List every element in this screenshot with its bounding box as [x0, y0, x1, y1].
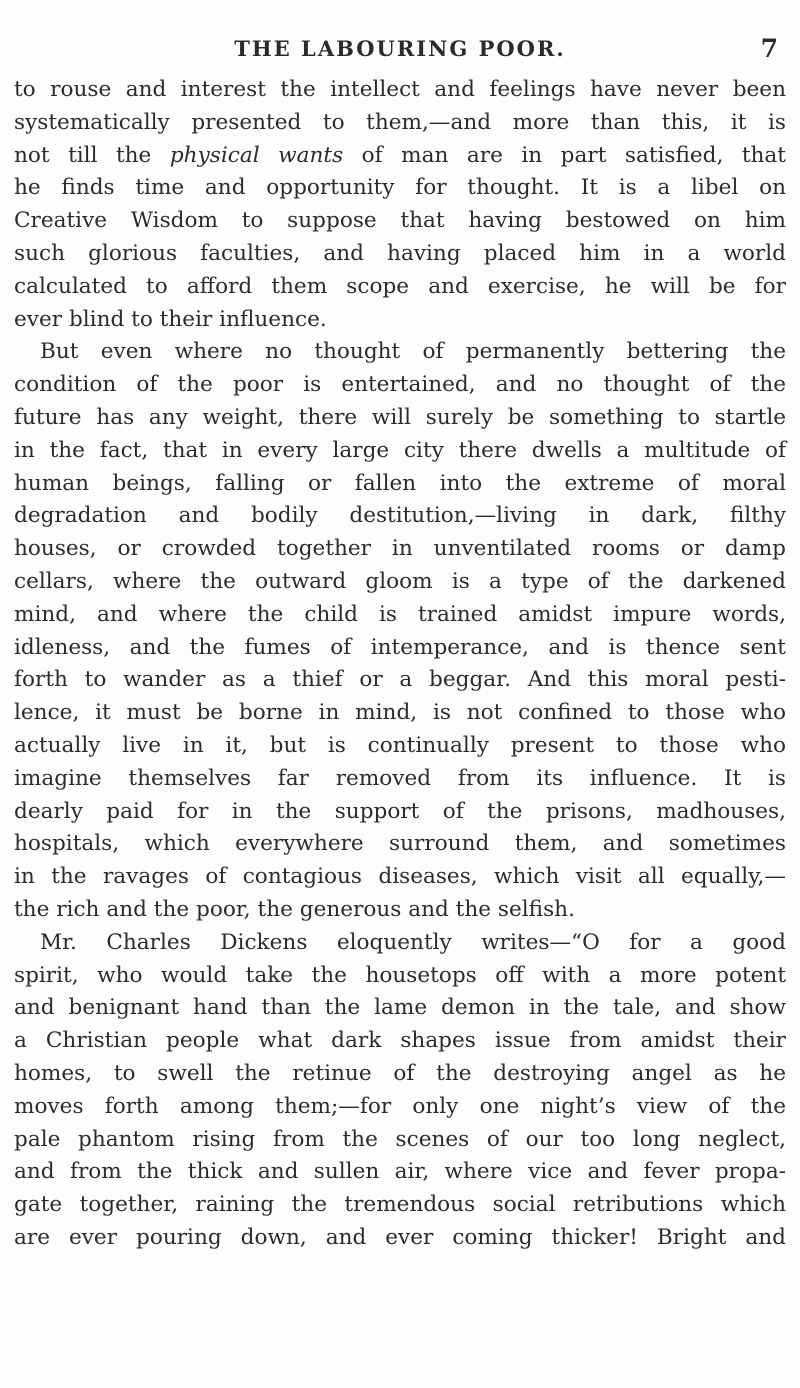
text-line — [14, 140, 786, 173]
text-segment: not till the — [14, 142, 170, 168]
text-line: spirit, who would take the housetops off with a more potent — [14, 962, 786, 988]
text-line: hospitals, which everywhere surround them, and sometimes — [14, 831, 786, 857]
text-line: imagine themselves far removed from its influence. It is — [14, 765, 786, 791]
text-line: actually live in it, but is continually present to those who — [14, 732, 786, 758]
body-text — [14, 74, 786, 1255]
text-line: houses, or crowded together in unventilated rooms or damp — [14, 536, 786, 562]
text-line: systematically presented to them,—and more than this, it is — [14, 109, 786, 135]
text-line: homes, to swell the retinue of the destroying angel as he — [14, 1060, 786, 1086]
text-line: dearly paid for in the support of the prisons, madhouses, — [14, 798, 786, 824]
text-line: and benignant hand than the lame demon in the tale, and show — [14, 995, 786, 1021]
text-line: lence, it must be borne in mind, is not confined to those who — [14, 700, 786, 726]
text-segment: of man are in part satisfied, that — [343, 142, 786, 168]
text-line: future has any weight, there will surely be something to startle — [14, 404, 786, 430]
text-line: Creative Wisdom to suppose that having bestowed on him — [14, 208, 786, 234]
emphasized-text: physical wants — [169, 142, 344, 168]
text-line: ever blind to their influence. — [14, 306, 327, 332]
text-line: a Christian people what dark shapes issue from amidst their — [14, 1028, 786, 1054]
text-line: human beings, falling or fallen into the extreme of moral — [14, 470, 786, 496]
text-line: idleness, and the fumes of intemperance, and is thence sent — [14, 634, 786, 660]
running-title: THE LABOURING POOR. — [234, 36, 566, 61]
text-line: the rich and the poor, the generous and the selfish. — [14, 896, 575, 922]
text-line: such glorious faculties, and having placed him in a world — [14, 240, 786, 266]
text-line: he finds time and opportunity for thought. It is a libel on — [14, 175, 786, 201]
text-line: are ever pouring down, and ever coming thicker! Bright and — [14, 1224, 786, 1250]
text-line: in the ravages of contagious diseases, which visit all equally,— — [14, 864, 786, 890]
text-line: calculated to afford them scope and exercise, he will be for — [14, 273, 786, 299]
text-line: and from the thick and sullen air, where vice and fever propa- — [14, 1159, 786, 1185]
text-line: to rouse and interest the intellect and feelings have never been — [14, 77, 786, 102]
page-number: 7 — [760, 34, 778, 63]
text-line: condition of the poor is entertained, and no thought of the — [14, 372, 786, 398]
running-head — [14, 34, 786, 64]
text-line: pale phantom rising from the scenes of our too long neglect, — [14, 1126, 786, 1152]
text-line: in the fact, that in every large city there dwells a multitude of — [14, 437, 786, 463]
paragraph-start-line: But even where no thought of permanently bettering the — [40, 339, 786, 365]
paragraph-start-line: Mr. Charles Dickens eloquently writes—“O for a good — [40, 929, 786, 955]
text-line: forth to wander as a thief or a beggar. And this moral pesti- — [14, 667, 786, 693]
text-line: moves forth among them;—for only one night’s view of the — [14, 1093, 786, 1119]
text-line: cellars, where the outward gloom is a type of the darkened — [14, 568, 786, 594]
text-line: degradation and bodily destitution,—living in dark, filthy — [14, 503, 786, 529]
text-line: gate together, raining the tremendous social retributions which — [14, 1192, 786, 1218]
text-line: mind, and where the child is trained amidst impure words, — [14, 601, 786, 627]
